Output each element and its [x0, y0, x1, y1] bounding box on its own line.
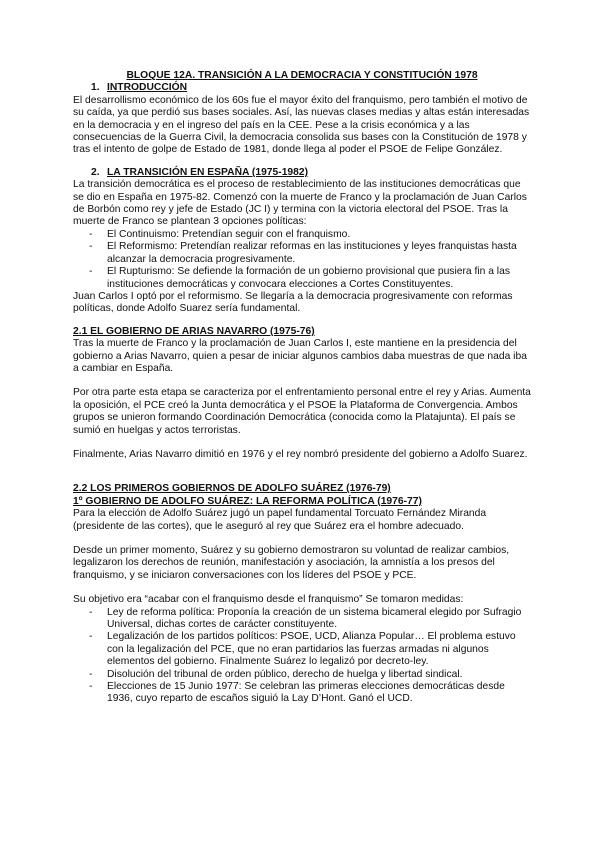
section-2-2-paragraph-2: Desde un primer momento, Suárez y su gobierno demostraron su voluntad de realizar cambios, legalizaron los derechos de reunión, manifestación y asociación, la amnistía a los presos del franquismo, y se iniciaron conversaciones con los líderes del PSOE y PCE. — [73, 545, 510, 581]
measures-list — [73, 607, 531, 706]
section-1-paragraph: El desarrollismo económico de los 60s fue el mayor éxito del franquismo, pero también el motivo de su caída, ya que perdió sus bases sociales. Así, las nuevas clases medias y altas están interesadas en la democracia y en el ingreso del país en la CEE. Pese a la crisis económica y a las consecuencias de la Guerra Civil, la democracia consolida sus bases con la Constitución de 1978 y tras el intento de golpe de Estado de 1981, donde llega al poder el PSOE de Felipe González. — [73, 94, 530, 156]
document-title: BLOQUE 12A. TRANSICIÓN A LA DEMOCRACIA Y CONSTITUCIÓN 1978 — [126, 70, 478, 81]
list-item: - El Rupturismo: Se defiende la formación de un gobierno provisional que pusiera fin a las instituciones democráticas y convocara elecciones a Cortes Constituyentes. — [73, 266, 531, 291]
section-2-2-title: 2.2 LOS PRIMEROS GOBIERNOS DE ADOLFO SUÁREZ (1976-79) — [73, 483, 391, 495]
section-2-title: LA TRANSICIÓN EN ESPAÑA (1975-1982) — [107, 166, 309, 178]
list-item: - Legalización de los partidos políticos: PSOE, UCD, Alianza Popular… El problema estuvo con la legalización del PCE, que no eran partidarios las fuerzas armadas ni algunos elementos del gobierno. Finalmente Suárez lo legalizó por decreto-ley. — [73, 631, 531, 668]
document-page — [73, 70, 531, 706]
section-2-heading — [73, 167, 531, 179]
list-item: - Disolución del tribunal de orden público, derecho de huelga y libertad sindical. — [73, 669, 531, 681]
section-1-heading — [73, 82, 531, 94]
section-1-title: INTRODUCCIÓN — [107, 82, 188, 94]
list-item: - El Continuismo: Pretendían seguir con el franquismo. — [73, 229, 531, 241]
section-2-1-paragraph-1: Tras la muerte de Franco y la proclamación de Juan Carlos I, este mantiene en la presidencia del gobierno a Arias Navarro, quien a pesar de iniciar algunos cambios daba muestras de que nada iba a cambiar en España. — [73, 338, 527, 374]
section-2-2-paragraph-1: Para la elección de Adolfo Suárez jugó un papel fundamental Torcuato Fernández Miranda (presidente de las cortes), que le aseguró al rey que Suárez era el hombre adecuado. — [73, 508, 487, 532]
options-list — [73, 229, 531, 291]
list-item: - El Reformismo: Pretendían realizar reformas en las instituciones y leyes franquistas hasta alcanzar la democracia progresivamente. — [73, 241, 531, 266]
list-item: - Ley de reforma política: Proponía la creación de un sistema bicameral elegido por Sufragio Universal, dichas cortes de carácter constituyente. — [73, 607, 531, 632]
section-2-1-title: 2.1 EL GOBIERNO DE ARIAS NAVARRO (1975-76) — [73, 325, 315, 337]
section-2-1-paragraph-3: Finalmente, Arias Navarro dimitió en 1976 y el rey nombró presidente del gobierno a Adolfo Suarez. — [73, 448, 528, 460]
section-2-2-subtitle: 1º GOBIERNO DE ADOLFO SUÁREZ: LA REFORMA POLÍTICA (1976-77) — [73, 495, 422, 507]
section-2-intro: La transición democrática es el proceso de restablecimiento de las instituciones democráticas que se dio en España en 1975-82. Comenzó con la muerte de Franco y la proclamación de Juan Carlos de Borbón como rey y jefe de Estado (JC I) y termina con la victoria electoral del PSOE. Tras la muerte de Franco se plantean 3 opciones políticas: — [73, 179, 527, 228]
section-2-2-paragraph-3: Su objetivo era “acabar con el franquismo desde el franquismo” Se tomaron medidas: — [73, 594, 464, 606]
section-2-outro: Juan Carlos I optó por el reformismo. Se llegaría a la democracia progresivamente con reformas políticas, donde Adolfo Suarez sería fundamental. — [73, 290, 513, 315]
list-item: - Elecciones de 15 Junio 1977: Se celebran las primeras elecciones democráticas desde 1936, cuyo reparto de escaños siguió la Lay D’Hont. Ganó el UCD. — [73, 681, 531, 706]
section-2-1-paragraph-2: Por otra parte esta etapa se caracteriza por el enfrentamiento personal entre el rey y Arias. Aumenta la oposición, el PCE creó la Junta democrática y el PSOE la Plataforma de Convergencia. Ambos grupos se unieron formando Coordinación Democrática (conocida como la Platajunta). El país se sumió en huelgas y actos terroristas. — [73, 387, 531, 436]
section-2-number: 2. — [91, 166, 100, 178]
section-1-number: 1. — [91, 82, 100, 94]
